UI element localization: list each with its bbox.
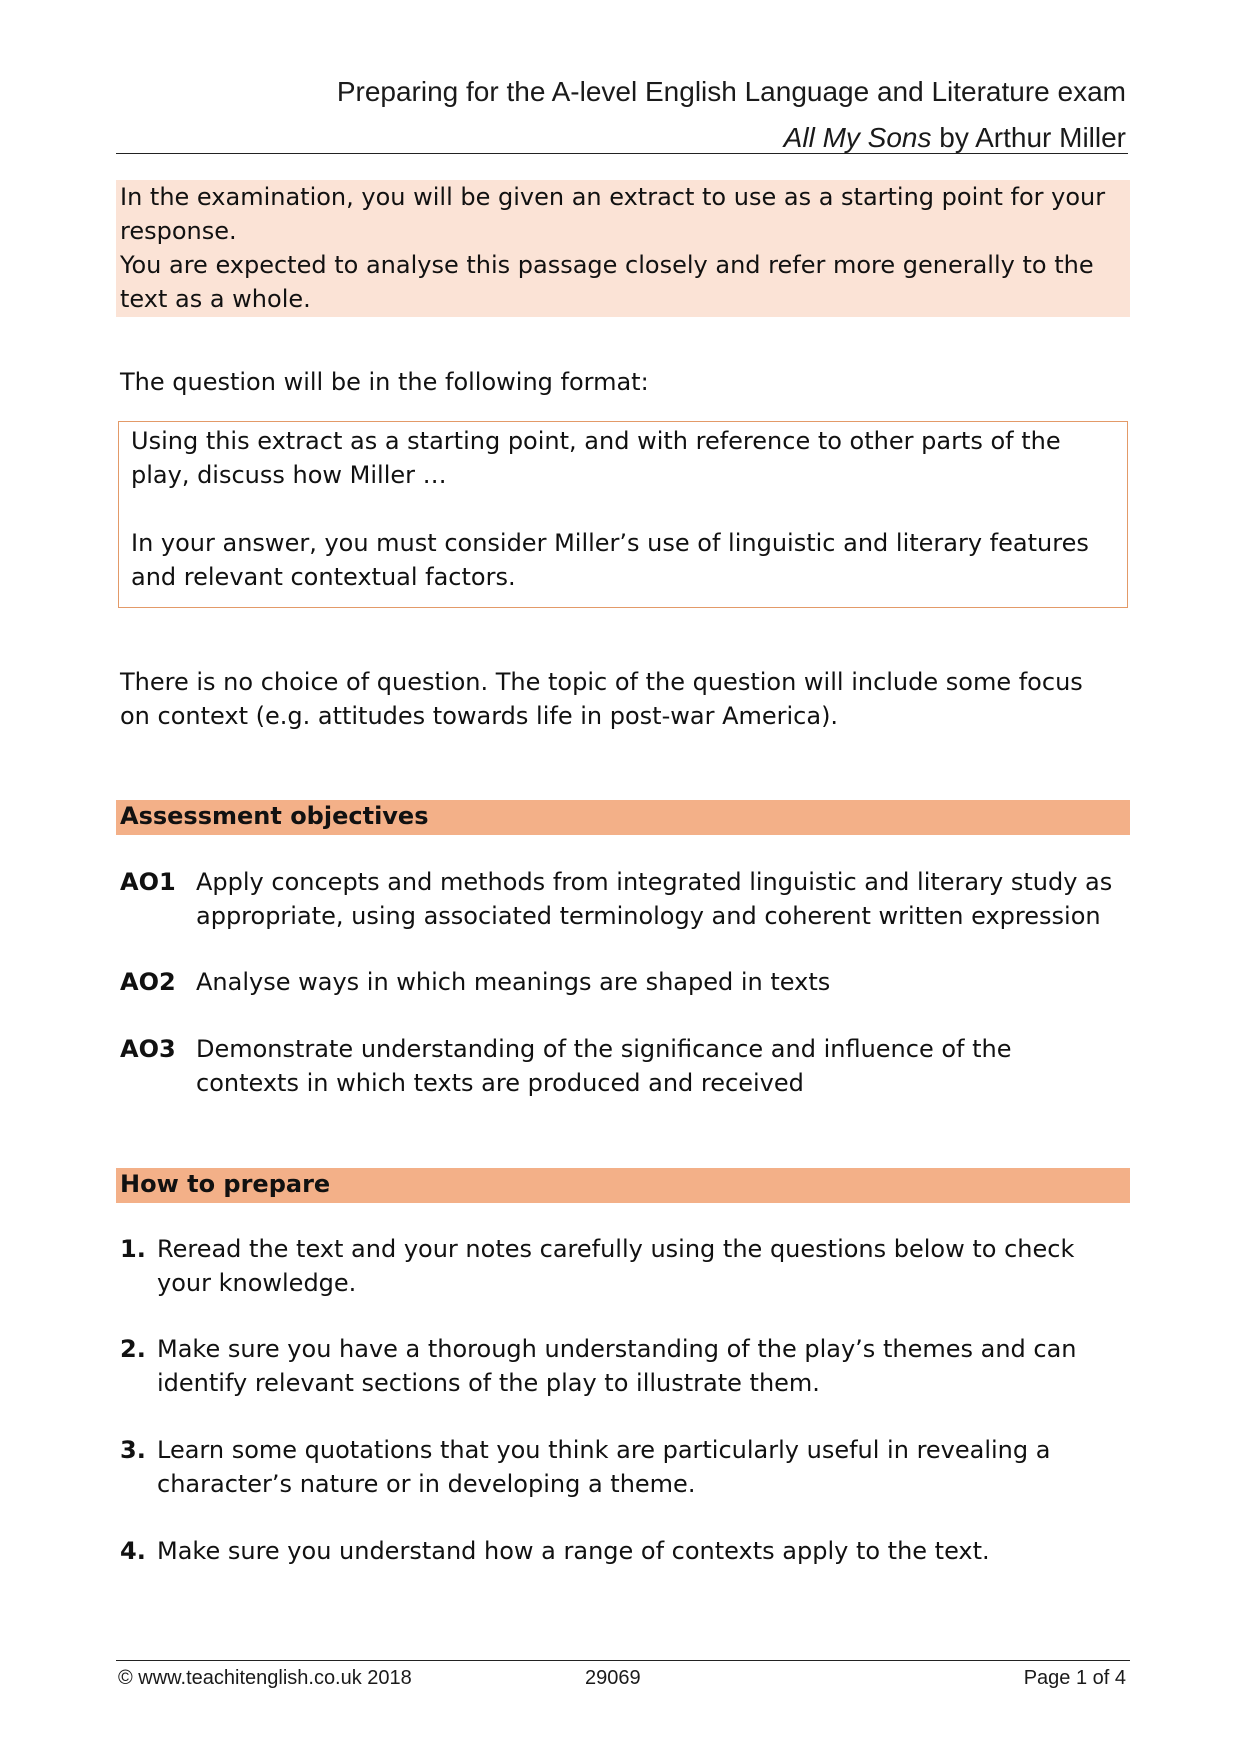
ao-description: Analyse ways in which meanings are shaped in texts <box>196 968 831 996</box>
format-lead-text: The question will be in the following format: <box>120 368 649 396</box>
footer-resource-code: 29069 <box>585 1667 641 1689</box>
footer-copyright: © www.teachitenglish.co.uk 2018 <box>118 1667 412 1689</box>
intro-box <box>116 180 1130 317</box>
step-text: Make sure you have a thorough understanding of the play’s themes and can identify relevant sections of the play to illustrate them. <box>157 1335 1077 1397</box>
footer-page-number: Page 1 of 4 <box>1023 1667 1126 1689</box>
how-to-prepare-heading: How to prepare <box>116 1168 1130 1203</box>
question-format-box <box>118 421 1128 608</box>
choice-text: There is no choice of question. The topic of the question will include some focus on context (e.g. attitudes towards life in post-war America). <box>120 668 1083 730</box>
step-text: Learn some quotations that you think are particularly useful in revealing a character’s nature or in developing a theme. <box>157 1436 1051 1498</box>
step-text: Make sure you understand how a range of contexts apply to the text. <box>157 1537 990 1565</box>
prepare-step-4 <box>120 1534 1120 1568</box>
intro-line-1: In the examination, you will be given an extract to use as a starting point for your response. <box>120 183 1106 245</box>
question-para-2: In your answer, you must consider Miller’s use of linguistic and literary features and relevant contextual factors. <box>131 529 1089 591</box>
page-header <box>116 72 1126 158</box>
prepare-step-2 <box>120 1332 1120 1400</box>
header-author: by Arthur Miller <box>931 122 1126 153</box>
ao-description: Apply concepts and methods from integrated linguistic and literary study as appropriate, using associated terminology and coherent written expression <box>196 868 1113 930</box>
ao-item-3 <box>120 1032 1120 1100</box>
step-number: 4. <box>120 1537 146 1565</box>
step-text: Reread the text and your notes carefully using the questions below to check your knowledge. <box>157 1235 1075 1297</box>
intro-line-2: You are expected to analyse this passage closely and refer more generally to the text as a whole. <box>120 251 1094 313</box>
step-number: 1. <box>120 1235 146 1263</box>
assessment-objectives-heading: Assessment objectives <box>116 800 1130 835</box>
step-number: 2. <box>120 1335 146 1363</box>
step-number: 3. <box>120 1436 146 1464</box>
ao-code: AO3 <box>120 1035 176 1063</box>
prepare-step-1 <box>120 1232 1120 1300</box>
ao-description: Demonstrate understanding of the significance and influence of the contexts in which texts are produced and received <box>196 1035 1012 1097</box>
header-subject: Preparing for the A-level English Language and Literature exam <box>336 76 1126 107</box>
ao-item-2 <box>120 965 1120 999</box>
footer-divider <box>116 1660 1130 1661</box>
ao-item-1 <box>120 865 1120 933</box>
header-text-title <box>116 118 1126 158</box>
document-page <box>116 0 1130 1754</box>
header-divider <box>116 153 1128 154</box>
prepare-step-3 <box>120 1433 1120 1501</box>
question-para-1: Using this extract as a starting point, and with reference to other parts of the play, discuss how Miller … <box>131 427 1061 489</box>
header-title-italic: All My Sons <box>783 122 932 153</box>
ao-code: AO2 <box>120 968 176 996</box>
page-footer <box>116 1664 1130 1694</box>
ao-code: AO1 <box>120 868 176 896</box>
